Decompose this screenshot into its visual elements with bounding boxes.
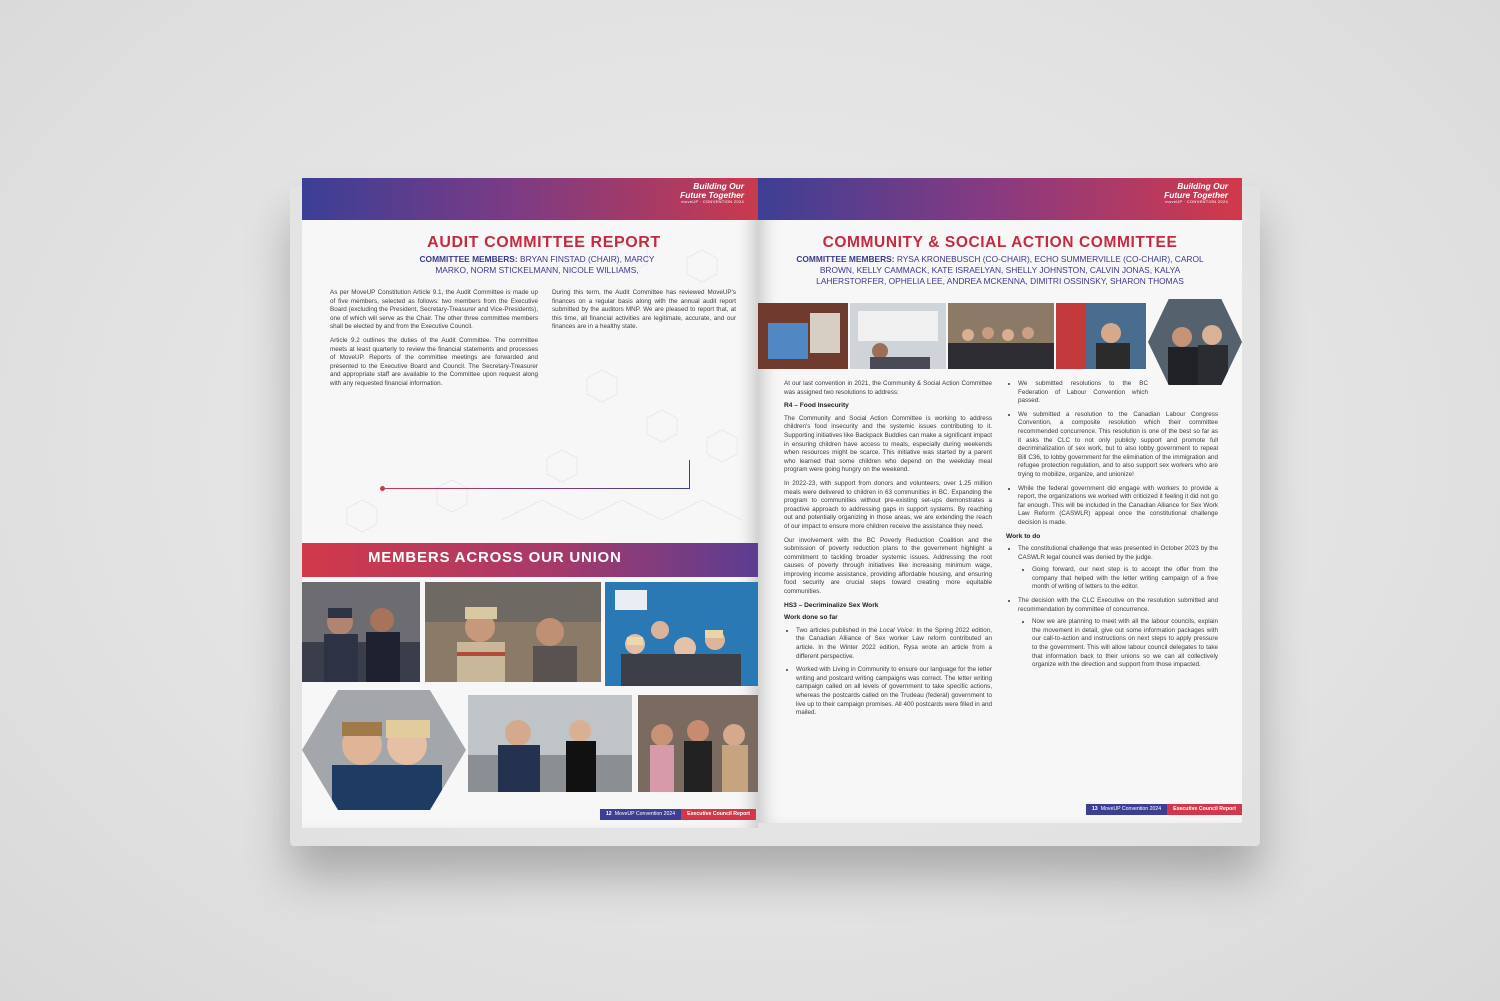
list-item: • Now we are planning to meet with all the labour councils, explain the movement in detail, give out some information packages with our call-to-action and instructions on next steps to apply pressure to the government. This will allow labour council delegates to take that information back to their unions so we can all collectively organize with the direction and support from those impacted. bbox=[1032, 618, 1218, 670]
list-item: • The decision with the CLC Executive on the resolution submitted and recommendation by committee of concurrence. • Now we are planning to meet with all the labour councils, explain the movement in detail, give out some information packages with our call-to-action and instructions on next steps to apply pressure to the government. This will allow labour council delegates to take that information back to their unions so we can all collectively organize with the direction and support from those impacted. bbox=[1018, 597, 1218, 670]
section-heading: MEMBERS ACROSS OUR UNION bbox=[368, 549, 622, 566]
paragraph: At our last convention in 2021, the Community & Social Action Committee was assigned two resolutions to address: bbox=[784, 380, 992, 396]
text-column-2 bbox=[552, 289, 736, 337]
paragraph: The Community and Social Action Committee is working to address children's food insecurity and the systemic issues contributing to it. Supporting initiatives like Backpack Buddies can make a significant impact in ensuring children have access to meals, especially during weekends when resources might be scarce. This initiative was started by a parent who learned that some children who depend on the weekday meal program were going hungry on the weekend. bbox=[784, 414, 992, 474]
accent-vertical-line bbox=[689, 460, 690, 489]
text-column-1 bbox=[784, 380, 992, 723]
member-photo bbox=[605, 582, 758, 686]
committee-photo bbox=[948, 303, 1054, 369]
list-item: • The constitutional challenge that was presented in October 2023 by the CASWLR legal council was denied by the judge. • Going forward, our next step is to accept the offer from the company that helped with the letter writing campaign of a free month of writing of letters to the editor. bbox=[1018, 545, 1218, 592]
list-item: • Worked with Living in Community to ensure our language for the letter writing and postcard writing campaigns was correct. The letter writing campaign called on all levels of government to take specific actions, whereas the postcards called on the Trudeau (federal) government to live up to their campaign promises. All 400 postcards were filled in and mailed. bbox=[796, 666, 992, 718]
right-page bbox=[758, 178, 1242, 823]
header-band bbox=[758, 178, 1242, 220]
member-photo bbox=[638, 695, 758, 792]
resolution-heading: R4 – Food Insecurity bbox=[784, 402, 849, 410]
page-footer: 13 MoveUP Convention 2024 Executive Council Report bbox=[1086, 804, 1242, 815]
bullet-list bbox=[1006, 380, 1218, 528]
brand-logo: Building Our Future Together moveUP · CONVENTION 2024 bbox=[680, 181, 744, 205]
text-column-2 bbox=[1006, 380, 1218, 675]
list-item: • Two articles published in the Local Voice: In the Spring 2022 edition, the Canadian Alliance of Sex worker Law reform contributed an article. In the Winter 2022 edition, Rysa wrote an article from a different perspective. bbox=[796, 627, 992, 661]
committee-members: COMMITTEE MEMBERS: RYSA KRONEBUSCH (CO-CHAIR), ECHO SUMMERVILLE (CO-CHAIR), CAROL BROWN, KELLY CAMMACK, KATE ISRAELYAN, SHELLY JOHNSTON, CALVIN JONAS, KALYA LAHERSTORFER, OPHELIA LEE, ANDREA MCKENNA, DIMITRI OSSINSKY, SHARON THOMAS bbox=[796, 254, 1204, 286]
accent-line bbox=[382, 488, 690, 489]
committee-photo bbox=[1148, 299, 1242, 385]
paragraph: During this term, the Audit Committee has reviewed MoveUP's finances on a regular basis along with the annual audit report submitted by the auditors MNP. We are pleased to report that, at this time, all financial activities are legitimate, accurate, and our finances are in a healthy state. bbox=[552, 289, 736, 331]
paragraph: Our involvement with the BC Poverty Reduction Coalition and the submission of poverty reduction plans to the government highlight a commitment to tackling broader systemic issues. Addressing the root causes of poverty through initiatives like increasing minimum wage, improving income assistance, providing affordable housing, and ensuring food security are crucial steps toward creating more equitable communities. bbox=[784, 536, 992, 596]
list-item: • We submitted a resolution to the Canadian Labour Congress Convention, a composite resolution which their committee recommended concurrence. This resolution is one of the best so far as it asks the CLC to not only publicly support and promote full decriminalization of sex work, but to also lobby government to repeal Bill C36, to lobby government for the elimination of the immigration and refugee protection regulation, and to also support sex workers who are trying to mobilize, organize, and unionize! bbox=[1018, 411, 1218, 480]
resolution-heading: HS3 – Decriminalize Sex Work bbox=[784, 601, 879, 609]
subheading: Work to do bbox=[1006, 532, 1041, 540]
page-footer: 12 MoveUP Convention 2024 Executive Council Report bbox=[600, 809, 756, 820]
paragraph: Article 9.2 outlines the duties of the Audit Committee. The committee meets at least quarterly to review the financial statements and processes of MoveUP. Reports of the committee meetings are forwarded and presented to the Executive Board and Council. The Secretary-Treasurer and appropriate staff are available to the Committee upon request along with any requested financial information. bbox=[330, 336, 538, 387]
bullet-list bbox=[784, 627, 992, 718]
page-title: AUDIT COMMITTEE REPORT bbox=[427, 234, 661, 251]
members-band bbox=[302, 543, 758, 577]
page-title: COMMUNITY & SOCIAL ACTION COMMITTEE bbox=[822, 234, 1178, 251]
list-item: • Going forward, our next step is to accept the offer from the company that helped with the letter writing campaign of a free month of writing of letters to the editor. bbox=[1032, 566, 1218, 592]
member-photo bbox=[302, 582, 420, 682]
member-photo bbox=[302, 690, 466, 810]
committee-photo bbox=[850, 303, 946, 369]
header-band bbox=[302, 178, 758, 220]
committee-photo bbox=[1056, 303, 1146, 369]
brand-logo: Building Our Future Together moveUP · CONVENTION 2024 bbox=[1164, 181, 1228, 205]
list-item: • We submitted resolutions to the BC Federation of Labour Convention which passed. bbox=[1018, 380, 1218, 406]
committee-members: COMMITTEE MEMBERS: BRYAN FINSTAD (CHAIR), MARCY MARKO, NORM STICKELMANN, NICOLE WILLIAMS, bbox=[419, 254, 655, 275]
subheading: Work done so far bbox=[784, 614, 838, 622]
bullet-list bbox=[1006, 545, 1218, 670]
paragraph: In 2022-23, with support from donors and volunteers, over 1.25 million meals were delivered to children in 63 communities in BC. Expanding the program to communities without pre-existing set-ups demonstrates a proactive approach to addressing gaps in support systems. By reaching out and potentially organizing in those areas, we are extending the reach of our impact to ensure more children receive the assistance they need. bbox=[784, 479, 992, 530]
list-item: • While the federal government did engage with workers to provide a report, the organizations we worked with criticized it feeling it did not go far enough. This will be included in the Canadian Alliance for Sex Work Law Reform (CASWLR) appeal once the constitutional challenge decision is made. bbox=[1018, 485, 1218, 528]
member-photo bbox=[425, 582, 601, 682]
text-column-1 bbox=[330, 289, 538, 394]
committee-photo bbox=[758, 303, 848, 369]
left-page bbox=[302, 178, 758, 828]
paragraph: As per MoveUP Constitution Article 9.1, the Audit Committee is made up of five members, selected as follows: two members from the Executive Board (excluding the President, Secretary-Treasurer and Vice-Presidents), one of which will serve as the Chair. The other three committee members shall be elected by and from the Executive Council. bbox=[330, 289, 538, 331]
member-photo bbox=[468, 695, 632, 792]
